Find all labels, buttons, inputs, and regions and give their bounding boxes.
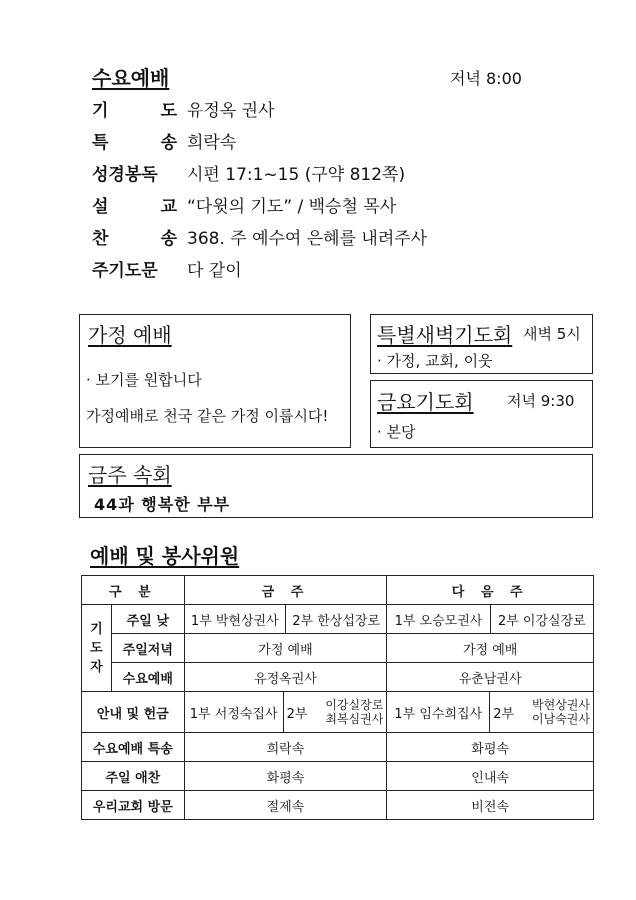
wed-order-row bbox=[92, 192, 396, 217]
cell-sunday-am-this-1: 1부 박현상권사 bbox=[185, 605, 286, 633]
cell-usher-this-1: 1부 서정숙집사 bbox=[185, 692, 284, 732]
cell-visit-this: 절제속 bbox=[184, 791, 387, 820]
usher-next-name-a: 박현상권사 bbox=[532, 698, 590, 712]
usher-this-name-b: 최복심권사 bbox=[325, 712, 384, 726]
cell-usher-next bbox=[387, 692, 594, 733]
usher-this-name-a: 이강실장로 bbox=[325, 698, 384, 712]
friday-prayer-time: 저녁 9:30 bbox=[507, 392, 575, 410]
wed-order-row bbox=[92, 160, 405, 185]
table-row bbox=[82, 791, 594, 820]
table-row bbox=[82, 692, 594, 733]
weekly-cell-title: 금주 속회 bbox=[88, 463, 172, 487]
wed-order-label-part: 성경봉독 bbox=[92, 165, 158, 185]
committee-title: 예배 및 봉사위원 bbox=[90, 544, 240, 568]
header-this-week: 금 주 bbox=[184, 576, 387, 605]
wed-order-row bbox=[92, 224, 427, 249]
wed-order-label-part: 찬 bbox=[92, 229, 109, 249]
row-label-sunday-meal: 주일 애찬 bbox=[82, 762, 185, 791]
header-next-week: 다 음 주 bbox=[387, 576, 594, 605]
wed-order-value: 희락속 bbox=[187, 133, 237, 153]
table-row bbox=[82, 762, 594, 791]
committee-table bbox=[81, 575, 594, 820]
wed-order-label-part: 송 bbox=[160, 229, 177, 249]
cell-sunday-am-this bbox=[184, 605, 387, 634]
cell-usher-next-1: 1부 임수희집사 bbox=[387, 692, 490, 732]
cell-visit-next: 비전속 bbox=[387, 791, 594, 820]
friday-prayer-box bbox=[370, 380, 593, 448]
friday-prayer-line: · 본당 bbox=[377, 423, 416, 441]
weekly-cell-box bbox=[79, 454, 593, 518]
table-row bbox=[82, 663, 594, 692]
row-label-wednesday: 수요예배 bbox=[111, 663, 184, 692]
wed-order-label bbox=[92, 128, 187, 153]
wed-order-label bbox=[92, 96, 187, 121]
cell-sunday-am-next bbox=[387, 605, 594, 634]
cell-sunday-meal-next: 인내속 bbox=[387, 762, 594, 791]
cell-sunday-meal-this: 화평속 bbox=[184, 762, 387, 791]
wed-order-value: 유정옥 권사 bbox=[187, 101, 275, 121]
cell-sunday-am-next-2: 2부 이강실장로 bbox=[497, 613, 586, 629]
cell-usher-this-2 bbox=[284, 692, 387, 732]
wed-order-label bbox=[92, 224, 187, 249]
wed-order-value: “다윗의 기도” / 백승철 목사 bbox=[187, 197, 397, 217]
dawn-prayer-box bbox=[370, 314, 593, 374]
dawn-prayer-time: 새벽 5시 bbox=[523, 325, 581, 343]
wed-order-label-part: 교 bbox=[160, 197, 177, 217]
wed-order-label-part: 도 bbox=[160, 101, 177, 121]
usher-next-name-b: 이남숙권사 bbox=[532, 712, 590, 726]
wed-order-label-part: 특 bbox=[92, 133, 109, 153]
wed-order-label-part: 설 bbox=[92, 197, 109, 217]
wed-order-label-part: 송 bbox=[160, 133, 177, 153]
row-label-sunday-am: 주일 낮 bbox=[111, 605, 184, 634]
wed-order-value: 다 같이 bbox=[187, 261, 242, 281]
cell-sunday-pm-next: 가정 예배 bbox=[387, 634, 594, 663]
cell-wednesday-next: 유춘남권사 bbox=[387, 663, 594, 692]
wed-order-row bbox=[92, 96, 275, 121]
family-worship-line2: 가정예배로 천국 같은 가정 이룹시다! bbox=[86, 407, 329, 425]
cell-wed-music-this: 희락속 bbox=[184, 733, 387, 762]
wed-order-label bbox=[92, 256, 187, 281]
cell-sunday-pm-this: 가정 예배 bbox=[184, 634, 387, 663]
family-worship-title: 가정 예배 bbox=[88, 323, 172, 347]
cell-sunday-am-this-2: 2부 한상섭장로 bbox=[292, 613, 381, 629]
row-label-sunday-pm: 주일저녁 bbox=[111, 634, 184, 663]
wed-order-value: 368. 주 예수여 은혜를 내려주사 bbox=[187, 229, 428, 249]
wed-order-label-part: 주기도문 bbox=[92, 261, 158, 281]
wed-order-label-part: 기 bbox=[92, 101, 109, 121]
cell-wednesday-this: 유정옥권사 bbox=[184, 663, 387, 692]
table-header-row bbox=[82, 576, 594, 605]
wed-order-value: 시편 17:1~15 (구약 812쪽) bbox=[187, 165, 406, 185]
prayer-group-label: 기 도 자 bbox=[82, 605, 112, 692]
usher-next-part2: 2부 bbox=[493, 706, 515, 722]
wed-order-label bbox=[92, 192, 187, 217]
row-label-wed-music: 수요예배 특송 bbox=[82, 733, 185, 762]
family-worship-line1: · 보기를 원합니다 bbox=[86, 371, 202, 389]
wed-order-row bbox=[92, 256, 242, 281]
table-row bbox=[82, 733, 594, 762]
wed-order-label bbox=[92, 160, 187, 185]
weekly-cell-lesson: 44과 행복한 부부 bbox=[94, 495, 231, 514]
table-row bbox=[82, 634, 594, 663]
friday-prayer-title: 금요기도회 bbox=[377, 390, 474, 414]
cell-wed-music-next: 화평속 bbox=[387, 733, 594, 762]
dawn-prayer-line: · 가정, 교회, 이웃 bbox=[377, 352, 493, 370]
table-row bbox=[82, 605, 594, 634]
wed-time: 저녁 8:00 bbox=[450, 69, 522, 88]
cell-usher-this bbox=[184, 692, 387, 733]
family-worship-box bbox=[79, 314, 351, 448]
dawn-prayer-title: 특별새벽기도회 bbox=[377, 323, 513, 347]
usher-this-part2: 2부 bbox=[286, 706, 308, 722]
wed-title: 수요예배 bbox=[92, 66, 170, 90]
cell-sunday-am-next-1: 1부 오승모권사 bbox=[387, 605, 490, 633]
wed-order-row bbox=[92, 128, 236, 153]
row-label-visit: 우리교회 방문 bbox=[82, 791, 185, 820]
header-category: 구 분 bbox=[82, 576, 185, 605]
row-label-usher: 안내 및 헌금 bbox=[82, 692, 185, 733]
cell-usher-next-2 bbox=[490, 692, 593, 732]
